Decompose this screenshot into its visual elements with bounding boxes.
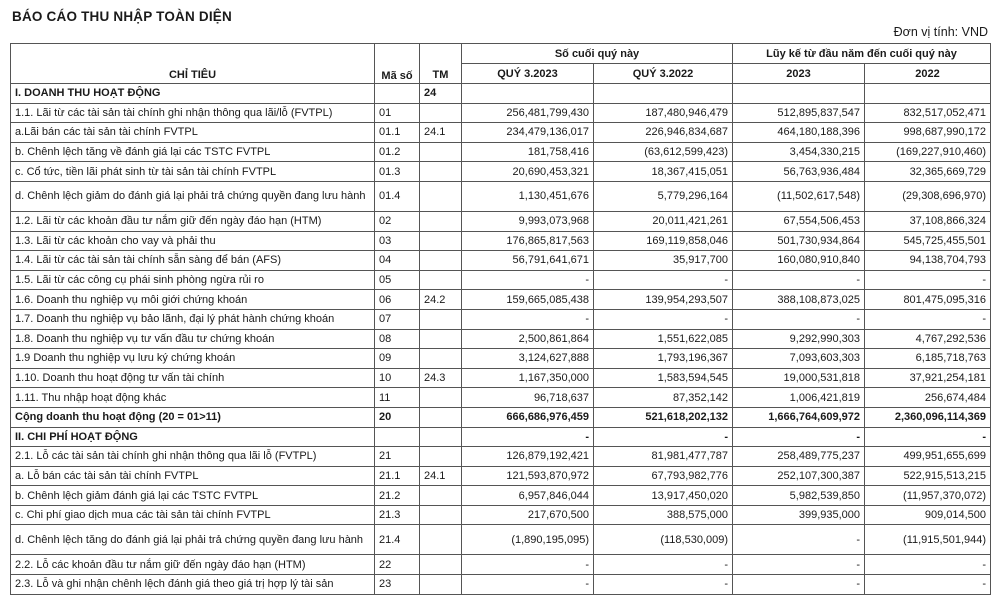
row-q3-2022: 35,917,700 <box>594 251 733 271</box>
row-ytd-2023: - <box>733 270 865 290</box>
row-code: 22 <box>375 555 420 575</box>
row-ytd-2023: (11,502,617,548) <box>733 181 865 211</box>
row-q3-2023: - <box>462 309 594 329</box>
row-ytd-2023 <box>733 84 865 104</box>
row-label: c. Cổ tức, tiền lãi phát sinh từ tài sản tài chính FVTPL <box>11 162 375 182</box>
row-q3-2022: 1,793,196,367 <box>594 349 733 369</box>
row-q3-2023 <box>462 84 594 104</box>
row-ytd-2022: 801,475,095,316 <box>865 290 991 310</box>
row-ytd-2022: - <box>865 555 991 575</box>
table-row <box>11 466 991 486</box>
row-note <box>420 270 462 290</box>
row-q3-2023: 121,593,870,972 <box>462 466 594 486</box>
row-q3-2022: 18,367,415,051 <box>594 162 733 182</box>
table-row <box>11 231 991 251</box>
row-note <box>420 231 462 251</box>
row-label: 1.8. Doanh thu nghiệp vụ tư vấn đầu tư chứng khoán <box>11 329 375 349</box>
row-code: 01.3 <box>375 162 420 182</box>
row-label: 1.5. Lãi từ các công cụ phái sinh phòng ngừa rủi ro <box>11 270 375 290</box>
row-q3-2022 <box>594 84 733 104</box>
row-q3-2023: 2,500,861,864 <box>462 329 594 349</box>
row-q3-2023: 217,670,500 <box>462 505 594 525</box>
row-label: 1.11. Thu nhập hoạt động khác <box>11 388 375 408</box>
table-row <box>11 575 991 595</box>
row-note: 24.1 <box>420 123 462 143</box>
row-label: 1.2. Lãi từ các khoản đầu tư nắm giữ đến ngày đáo hạn (HTM) <box>11 211 375 231</box>
row-q3-2022: 1,583,594,545 <box>594 368 733 388</box>
row-ytd-2023: 1,666,764,609,972 <box>733 407 865 427</box>
row-note <box>420 525 462 555</box>
row-ytd-2023: 258,489,775,237 <box>733 447 865 467</box>
row-ytd-2022: 37,921,254,181 <box>865 368 991 388</box>
row-label: b. Chênh lệch tăng về đánh giá lại các TSTC FVTPL <box>11 142 375 162</box>
row-label: 1.6. Doanh thu nghiệp vụ môi giới chứng khoán <box>11 290 375 310</box>
row-ytd-2023: 388,108,873,025 <box>733 290 865 310</box>
row-ytd-2022: (169,227,910,460) <box>865 142 991 162</box>
currency-unit: Đơn vị tính: VND <box>893 25 988 39</box>
table-row <box>11 407 991 427</box>
row-ytd-2023: 399,935,000 <box>733 505 865 525</box>
row-code <box>375 84 420 104</box>
row-q3-2022: - <box>594 575 733 595</box>
table-row <box>11 447 991 467</box>
row-q3-2023: 126,879,192,421 <box>462 447 594 467</box>
table-row <box>11 84 991 104</box>
row-q3-2023: 56,791,641,671 <box>462 251 594 271</box>
header-y2023: 2023 <box>733 64 865 84</box>
row-q3-2022: (63,612,599,423) <box>594 142 733 162</box>
row-note: 24.1 <box>420 466 462 486</box>
row-ytd-2022: (11,915,501,944) <box>865 525 991 555</box>
header-ma-so: Mã số <box>375 44 420 84</box>
row-q3-2023: - <box>462 270 594 290</box>
row-code: 02 <box>375 211 420 231</box>
row-code: 21.4 <box>375 525 420 555</box>
row-q3-2022: 81,981,477,787 <box>594 447 733 467</box>
table-body <box>11 84 991 595</box>
row-label: c. Chi phí giao dịch mua các tài sản tài chính FVTPL <box>11 505 375 525</box>
row-ytd-2023: 160,080,910,840 <box>733 251 865 271</box>
row-q3-2022: 87,352,142 <box>594 388 733 408</box>
row-ytd-2023: - <box>733 309 865 329</box>
table-row <box>11 368 991 388</box>
row-label: 2.1. Lỗ các tài sản tài chính ghi nhận thông qua lãi lỗ (FVTPL) <box>11 447 375 467</box>
row-ytd-2023: 464,180,188,396 <box>733 123 865 143</box>
row-label: a.Lãi bán các tài sản tài chính FVTPL <box>11 123 375 143</box>
row-ytd-2022: 37,108,866,324 <box>865 211 991 231</box>
row-ytd-2022: 522,915,513,215 <box>865 466 991 486</box>
table-row <box>11 123 991 143</box>
row-code: 21.2 <box>375 486 420 506</box>
row-note <box>420 103 462 123</box>
row-q3-2022: 5,779,296,164 <box>594 181 733 211</box>
row-note <box>420 181 462 211</box>
row-ytd-2022: 545,725,455,501 <box>865 231 991 251</box>
row-label: 2.3. Lỗ và ghi nhận chênh lệch đánh giá theo giá trị hợp lý tài sản <box>11 575 375 595</box>
row-ytd-2023: 3,454,330,215 <box>733 142 865 162</box>
row-ytd-2023: 56,763,936,484 <box>733 162 865 182</box>
row-code: 05 <box>375 270 420 290</box>
row-note: 24.2 <box>420 290 462 310</box>
row-q3-2023: 159,665,085,438 <box>462 290 594 310</box>
row-code: 07 <box>375 309 420 329</box>
row-code: 01 <box>375 103 420 123</box>
table-row <box>11 181 991 211</box>
row-ytd-2023: - <box>733 525 865 555</box>
table-row <box>11 329 991 349</box>
row-code: 23 <box>375 575 420 595</box>
row-q3-2023: - <box>462 555 594 575</box>
row-code: 01.4 <box>375 181 420 211</box>
row-label: 1.3. Lãi từ các khoản cho vay và phải thu <box>11 231 375 251</box>
row-ytd-2022: - <box>865 270 991 290</box>
row-code: 21.3 <box>375 505 420 525</box>
row-label: 1.10. Doanh thu hoạt động tư vấn tài chính <box>11 368 375 388</box>
row-label: 1.4. Lãi từ các tài sản tài chính sẵn sàng để bán (AFS) <box>11 251 375 271</box>
row-q3-2023: 1,130,451,676 <box>462 181 594 211</box>
row-q3-2022: 187,480,946,479 <box>594 103 733 123</box>
row-ytd-2023: 1,006,421,819 <box>733 388 865 408</box>
row-ytd-2022: (11,957,370,072) <box>865 486 991 506</box>
header-q3-2023: QUÝ 3.2023 <box>462 64 594 84</box>
row-ytd-2023: 9,292,990,303 <box>733 329 865 349</box>
row-ytd-2022: 256,674,484 <box>865 388 991 408</box>
row-ytd-2022: 2,360,096,114,369 <box>865 407 991 427</box>
row-q3-2023: 666,686,976,459 <box>462 407 594 427</box>
table-row <box>11 142 991 162</box>
row-label: 1.9 Doanh thu nghiệp vụ lưu ký chứng khoán <box>11 349 375 369</box>
row-label: II. CHI PHÍ HOẠT ĐỘNG <box>11 427 375 447</box>
row-ytd-2023: 252,107,300,387 <box>733 466 865 486</box>
row-code: 08 <box>375 329 420 349</box>
row-code: 21 <box>375 447 420 467</box>
table-row <box>11 290 991 310</box>
row-ytd-2023: 5,982,539,850 <box>733 486 865 506</box>
row-q3-2023: 181,758,416 <box>462 142 594 162</box>
table-row <box>11 486 991 506</box>
row-q3-2022: (118,530,009) <box>594 525 733 555</box>
row-ytd-2023: 501,730,934,864 <box>733 231 865 251</box>
row-q3-2023: 234,479,136,017 <box>462 123 594 143</box>
row-q3-2022: 521,618,202,132 <box>594 407 733 427</box>
table-row <box>11 270 991 290</box>
table-row <box>11 388 991 408</box>
income-statement-table <box>10 43 991 595</box>
row-label: 1.1. Lãi từ các tài sản tài chính ghi nhận thông qua lãi/lỗ (FVTPL) <box>11 103 375 123</box>
row-note: 24.3 <box>420 368 462 388</box>
table-row <box>11 211 991 231</box>
row-note <box>420 486 462 506</box>
row-note <box>420 427 462 447</box>
row-label: 2.2. Lỗ các khoản đầu tư nắm giữ đến ngày đáo hạn (HTM) <box>11 555 375 575</box>
row-code: 03 <box>375 231 420 251</box>
row-ytd-2022: 909,014,500 <box>865 505 991 525</box>
row-q3-2023: 176,865,817,563 <box>462 231 594 251</box>
row-code: 01.2 <box>375 142 420 162</box>
row-code: 10 <box>375 368 420 388</box>
row-ytd-2022: (29,308,696,970) <box>865 181 991 211</box>
table-row <box>11 309 991 329</box>
row-note <box>420 349 462 369</box>
table-row <box>11 162 991 182</box>
row-note <box>420 447 462 467</box>
report-title: BÁO CÁO THU NHẬP TOÀN DIỆN <box>12 9 232 24</box>
row-note <box>420 575 462 595</box>
row-code <box>375 427 420 447</box>
row-q3-2022: 388,575,000 <box>594 505 733 525</box>
header-tm: TM <box>420 44 462 84</box>
row-q3-2022: 20,011,421,261 <box>594 211 733 231</box>
row-ytd-2022: - <box>865 427 991 447</box>
row-q3-2023: 20,690,453,321 <box>462 162 594 182</box>
row-label: d. Chênh lệch tăng do đánh giá lại phải trả chứng quyền đang lưu hành <box>11 525 375 555</box>
table-row <box>11 525 991 555</box>
row-q3-2022: 226,946,834,687 <box>594 123 733 143</box>
row-note <box>420 309 462 329</box>
row-ytd-2023: 512,895,837,547 <box>733 103 865 123</box>
row-q3-2022: - <box>594 270 733 290</box>
row-ytd-2022 <box>865 84 991 104</box>
row-code: 11 <box>375 388 420 408</box>
row-ytd-2023: - <box>733 427 865 447</box>
table-row <box>11 349 991 369</box>
row-note <box>420 505 462 525</box>
row-label: b. Chênh lệch giảm đánh giá lại các TSTC FVTPL <box>11 486 375 506</box>
header-y2022: 2022 <box>865 64 991 84</box>
row-q3-2023: 1,167,350,000 <box>462 368 594 388</box>
row-ytd-2023: - <box>733 575 865 595</box>
row-note: 24 <box>420 84 462 104</box>
row-ytd-2023: - <box>733 555 865 575</box>
row-ytd-2023: 7,093,603,303 <box>733 349 865 369</box>
row-q3-2022: - <box>594 309 733 329</box>
table-row <box>11 505 991 525</box>
row-q3-2023: 6,957,846,044 <box>462 486 594 506</box>
row-q3-2023: - <box>462 427 594 447</box>
row-label: a. Lỗ bán các tài sản tài chính FVTPL <box>11 466 375 486</box>
row-note <box>420 388 462 408</box>
row-code: 06 <box>375 290 420 310</box>
row-ytd-2022: 998,687,990,172 <box>865 123 991 143</box>
row-q3-2023: (1,890,195,095) <box>462 525 594 555</box>
row-q3-2022: 139,954,293,507 <box>594 290 733 310</box>
table-row <box>11 103 991 123</box>
row-q3-2022: 1,551,622,085 <box>594 329 733 349</box>
row-ytd-2022: 4,767,292,536 <box>865 329 991 349</box>
row-q3-2022: - <box>594 427 733 447</box>
row-code: 04 <box>375 251 420 271</box>
row-q3-2022: - <box>594 555 733 575</box>
row-ytd-2023: 19,000,531,818 <box>733 368 865 388</box>
row-q3-2022: 13,917,450,020 <box>594 486 733 506</box>
row-note <box>420 211 462 231</box>
row-code: 09 <box>375 349 420 369</box>
row-q3-2023: 3,124,627,888 <box>462 349 594 369</box>
row-ytd-2022: 832,517,052,471 <box>865 103 991 123</box>
row-q3-2023: - <box>462 575 594 595</box>
row-ytd-2022: 94,138,704,793 <box>865 251 991 271</box>
row-note <box>420 162 462 182</box>
row-q3-2023: 9,993,073,968 <box>462 211 594 231</box>
table-row <box>11 555 991 575</box>
row-code: 21.1 <box>375 466 420 486</box>
row-q3-2023: 96,718,637 <box>462 388 594 408</box>
header-luy-ke: Lũy kế từ đầu năm đến cuối quý này <box>733 44 991 64</box>
row-label: Cộng doanh thu hoạt động (20 = 01>11) <box>11 407 375 427</box>
row-code: 20 <box>375 407 420 427</box>
table-row <box>11 251 991 271</box>
row-note <box>420 329 462 349</box>
row-note <box>420 251 462 271</box>
row-ytd-2022: 32,365,669,729 <box>865 162 991 182</box>
row-label: I. DOANH THU HOẠT ĐỘNG <box>11 84 375 104</box>
table-row <box>11 427 991 447</box>
row-ytd-2022: - <box>865 575 991 595</box>
row-note <box>420 142 462 162</box>
row-ytd-2022: 6,185,718,763 <box>865 349 991 369</box>
row-ytd-2022: 499,951,655,699 <box>865 447 991 467</box>
row-note <box>420 555 462 575</box>
header-so-cuoi-quy: Số cuối quý này <box>462 44 733 64</box>
row-ytd-2023: 67,554,506,453 <box>733 211 865 231</box>
row-q3-2022: 169,119,858,046 <box>594 231 733 251</box>
row-code: 01.1 <box>375 123 420 143</box>
header-chi-tieu: CHỈ TIÊU <box>11 44 375 84</box>
row-note <box>420 407 462 427</box>
row-q3-2023: 256,481,799,430 <box>462 103 594 123</box>
row-q3-2022: 67,793,982,776 <box>594 466 733 486</box>
header-q3-2022: QUÝ 3.2022 <box>594 64 733 84</box>
row-label: d. Chênh lệch giảm do đánh giá lại phải trả chứng quyền đang lưu hành <box>11 181 375 211</box>
row-label: 1.7. Doanh thu nghiệp vụ bảo lãnh, đại lý phát hành chứng khoán <box>11 309 375 329</box>
row-ytd-2022: - <box>865 309 991 329</box>
